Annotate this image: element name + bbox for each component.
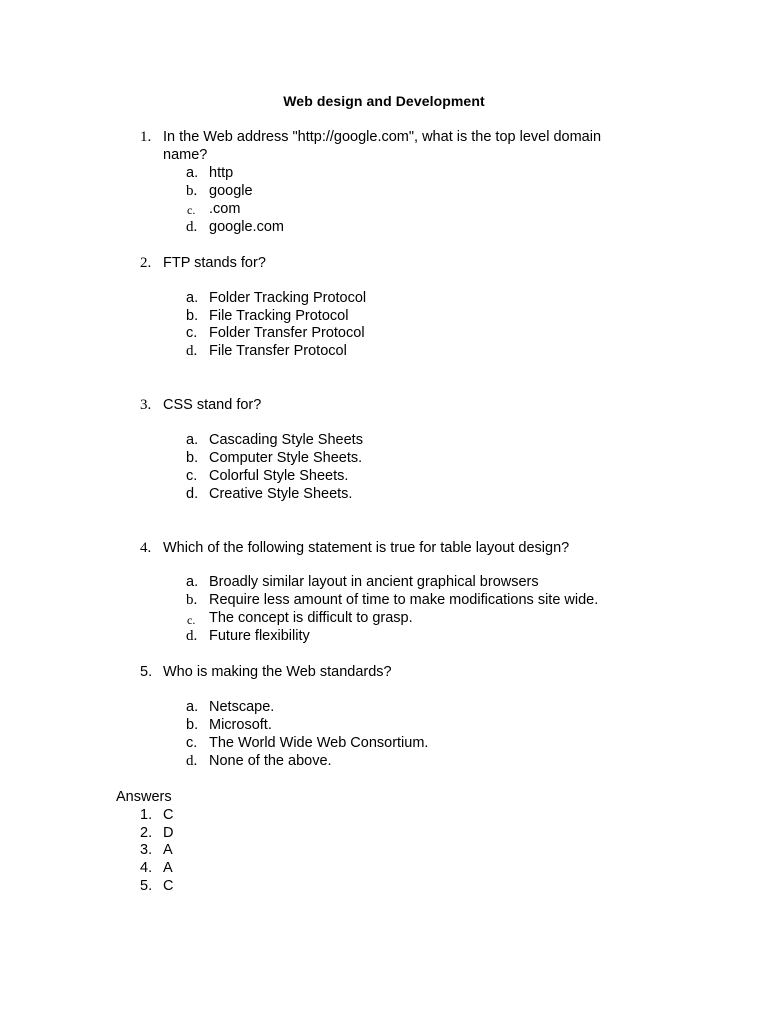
answer-number: 2. [140, 825, 153, 841]
option-text: google [209, 183, 253, 199]
question-text: Who is making the Web standards? [163, 664, 392, 680]
question-text: In the Web address "http://google.com", what is the top level domain [163, 129, 602, 145]
answer-number: 5. [140, 878, 153, 894]
option-letter: c. [187, 613, 196, 627]
option-text: Future flexibility [209, 628, 310, 644]
answer-value: C [163, 878, 174, 894]
question-number: 4. [140, 540, 152, 556]
option-text: File Tracking Protocol [209, 308, 349, 324]
answer-value: C [163, 807, 174, 823]
option-letter: c. [186, 468, 198, 484]
option-text: Folder Transfer Protocol [209, 325, 365, 341]
option-letter: b. [186, 183, 198, 199]
option-text: Cascading Style Sheets [209, 432, 363, 448]
option-text: http [209, 165, 234, 181]
question-text: Which of the following statement is true for table layout design? [163, 540, 570, 556]
option-letter: d. [186, 486, 199, 502]
question-text: CSS stand for? [163, 397, 262, 413]
answer-number: 1. [140, 807, 153, 823]
option-letter: a. [186, 432, 199, 448]
option-text: Computer Style Sheets. [209, 450, 363, 466]
question-number: 5. [140, 664, 153, 680]
option-letter: d. [186, 219, 198, 235]
option-letter: a. [186, 290, 199, 306]
option-letter: d. [186, 753, 198, 769]
option-text: Folder Tracking Protocol [209, 290, 367, 306]
answer-number: 4. [140, 860, 153, 876]
option-letter: b. [186, 717, 199, 733]
answer-number: 3. [140, 842, 153, 858]
question-number: 1. [140, 129, 152, 145]
question-text-continued: name? [163, 147, 208, 163]
option-text: The World Wide Web Consortium. [209, 735, 429, 751]
option-text: The concept is difficult to grasp. [209, 610, 413, 626]
option-letter: a. [186, 165, 199, 181]
option-letter: a. [186, 574, 199, 590]
answer-value: D [163, 825, 174, 841]
question-text: FTP stands for? [163, 255, 266, 271]
option-letter: c. [187, 203, 196, 217]
question-number: 3. [140, 397, 152, 413]
option-text: Microsoft. [209, 717, 272, 733]
option-letter: b. [186, 592, 198, 608]
option-letter: d. [186, 343, 198, 359]
option-letter: c. [186, 325, 198, 341]
answers-heading: Answers [116, 789, 172, 805]
option-text: Creative Style Sheets. [209, 486, 353, 502]
option-text: Require less amount of time to make modifications site wide. [209, 592, 599, 608]
document-title: Web design and Development [283, 93, 485, 109]
option-text: google.com [209, 219, 284, 235]
answer-value: A [163, 842, 173, 858]
option-text: Broadly similar layout in ancient graphical browsers [209, 574, 539, 590]
option-letter: d. [186, 628, 198, 644]
option-letter: b. [186, 450, 199, 466]
option-letter: c. [186, 735, 198, 751]
option-text: .com [209, 201, 241, 217]
option-text: Colorful Style Sheets. [209, 468, 349, 484]
option-letter: b. [186, 308, 199, 324]
option-letter: a. [186, 699, 199, 715]
option-text: None of the above. [209, 753, 332, 769]
answer-value: A [163, 860, 173, 876]
option-text: Netscape. [209, 699, 275, 715]
question-number: 2. [140, 255, 152, 271]
option-text: File Transfer Protocol [209, 343, 347, 359]
